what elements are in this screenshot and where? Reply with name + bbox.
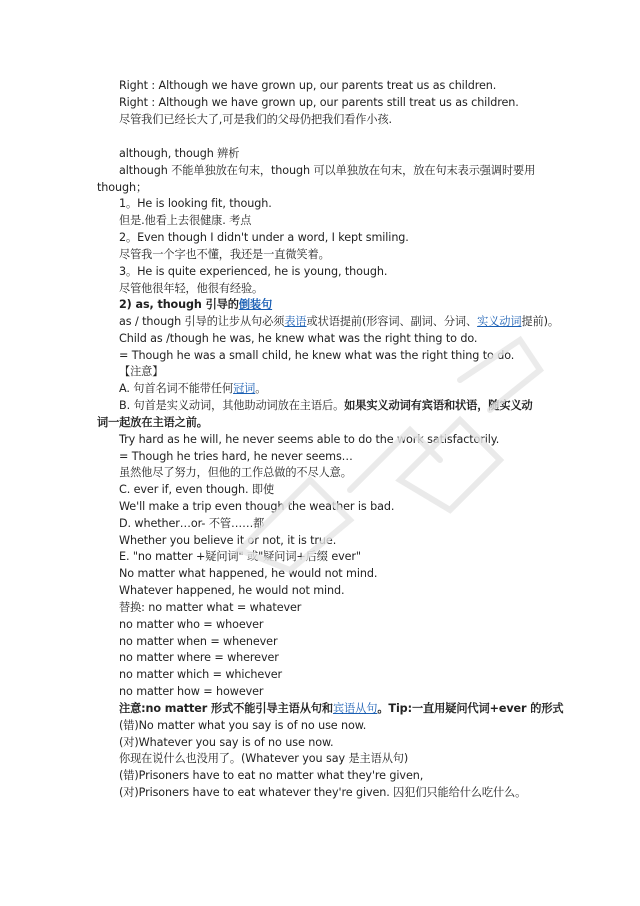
text-fragment: B. 句首是实义动词，其他助动词放在主语后。	[119, 399, 345, 412]
example-line: (错)Prisoners have to eat no matter what they're given,	[119, 769, 424, 782]
text-line	[119, 381, 266, 397]
text-line: D. whether…or- 不管……都	[119, 517, 265, 530]
text-line: although 不能单独放在句末，though 可以单独放在句末，放在句末表示强调时要用	[119, 164, 536, 177]
example-line: 1。He is looking fit, though.	[119, 197, 272, 210]
example-line: Try hard as he will, he never seems able to do the work satisfactorily.	[119, 433, 500, 446]
example-line: (错)No matter what you say is of no use now.	[119, 719, 367, 732]
text-line: Right : Although we have grown up, our parents still treat us as children.	[119, 96, 519, 109]
article-link[interactable]: 冠词	[233, 382, 256, 395]
text-line: 替换: no matter what = whatever	[119, 601, 302, 614]
text-line: no matter when = whenever	[119, 635, 278, 648]
translation-line: 虽然他尽了努力，但他的工作总做的不尽人意。	[119, 466, 352, 479]
example-line: = Though he was a small child, he knew what was the right thing to do.	[119, 349, 515, 362]
note-heading: 【注意】	[119, 365, 164, 378]
text-line: no matter where = wherever	[119, 651, 279, 664]
text-line: no matter who = whoever	[119, 618, 264, 631]
text-line: no matter how = however	[119, 685, 264, 698]
example-line: No matter what happened, he would not mind.	[119, 567, 378, 580]
example-line: Whether you believe it or not, it is true.	[119, 534, 337, 547]
example-line: Child as /though he was, he knew what was the right thing to do.	[119, 332, 478, 345]
example-line: (对)Prisoners have to eat whatever they're given. 囚犯们只能给什么吃什么。	[119, 786, 527, 799]
bold-text: 。Tip:一直用疑问代词+ever 的形式	[377, 702, 564, 715]
text-fragment: 提前)。	[521, 315, 559, 328]
note-line	[119, 701, 564, 717]
bold-text: 如果实义动词有宾语和状语，随实义动	[344, 399, 533, 412]
translation-line: 你现在说什么也没用了。(Whatever you say 是主语从句)	[119, 752, 409, 765]
text-line: Right : Although we have grown up, our parents treat us as children.	[119, 79, 497, 92]
text-line: though；	[97, 181, 148, 194]
translation-line: 但是.他看上去很健康. 考点	[119, 214, 252, 227]
text-line	[119, 314, 559, 330]
bold-text: 词一起放在主语之前。	[97, 416, 208, 429]
object-clause-link[interactable]: 宾语从句	[332, 702, 378, 715]
translation-line: 尽管我一个字也不懂，我还是一直微笑着。	[119, 248, 330, 261]
predicative-link[interactable]: 表语	[284, 315, 307, 328]
text-line: E. "no matter +疑问词" 或"疑问词+后缀 ever"	[119, 550, 361, 563]
example-line: Whatever happened, he would not mind.	[119, 584, 345, 597]
section-heading	[119, 297, 272, 313]
notional-verb-link[interactable]: 实义动词	[477, 315, 522, 328]
text-line: no matter which = whichever	[119, 668, 283, 681]
example-line: = Though he tries hard, he never seems…	[119, 450, 353, 463]
text-fragment: 或状语提前(形容词、副词、分词、	[306, 315, 478, 328]
text-line: C. ever if, even though. 即使	[119, 483, 275, 496]
example-line: 2。Even though I didn't under a word, I kept smiling.	[119, 231, 409, 244]
text-line	[119, 398, 533, 414]
example-line: We'll make a trip even though the weather is bad.	[119, 500, 395, 513]
example-line: 3。He is quite experienced, he is young, though.	[119, 265, 388, 278]
example-line: (对)Whatever you say is of no use now.	[119, 736, 334, 749]
bold-text: 注意:no matter 形式不能引导主语从句和	[119, 702, 333, 715]
text-fragment: as / though 引导的让步从句必须	[119, 315, 285, 328]
text-fragment: 。	[255, 382, 267, 395]
inversion-link[interactable]: 倒装句	[238, 298, 273, 311]
translation-line: 尽管他很年轻，他很有经验。	[119, 282, 264, 295]
text-fragment: A. 句首名词不能带任何	[119, 382, 234, 395]
heading-text: 2) as, though 引导的	[119, 298, 239, 311]
text-line: 尽管我们已经长大了,可是我们的父母仍把我们看作小孩.	[119, 113, 393, 126]
section-heading: although, though 辨析	[119, 147, 240, 160]
